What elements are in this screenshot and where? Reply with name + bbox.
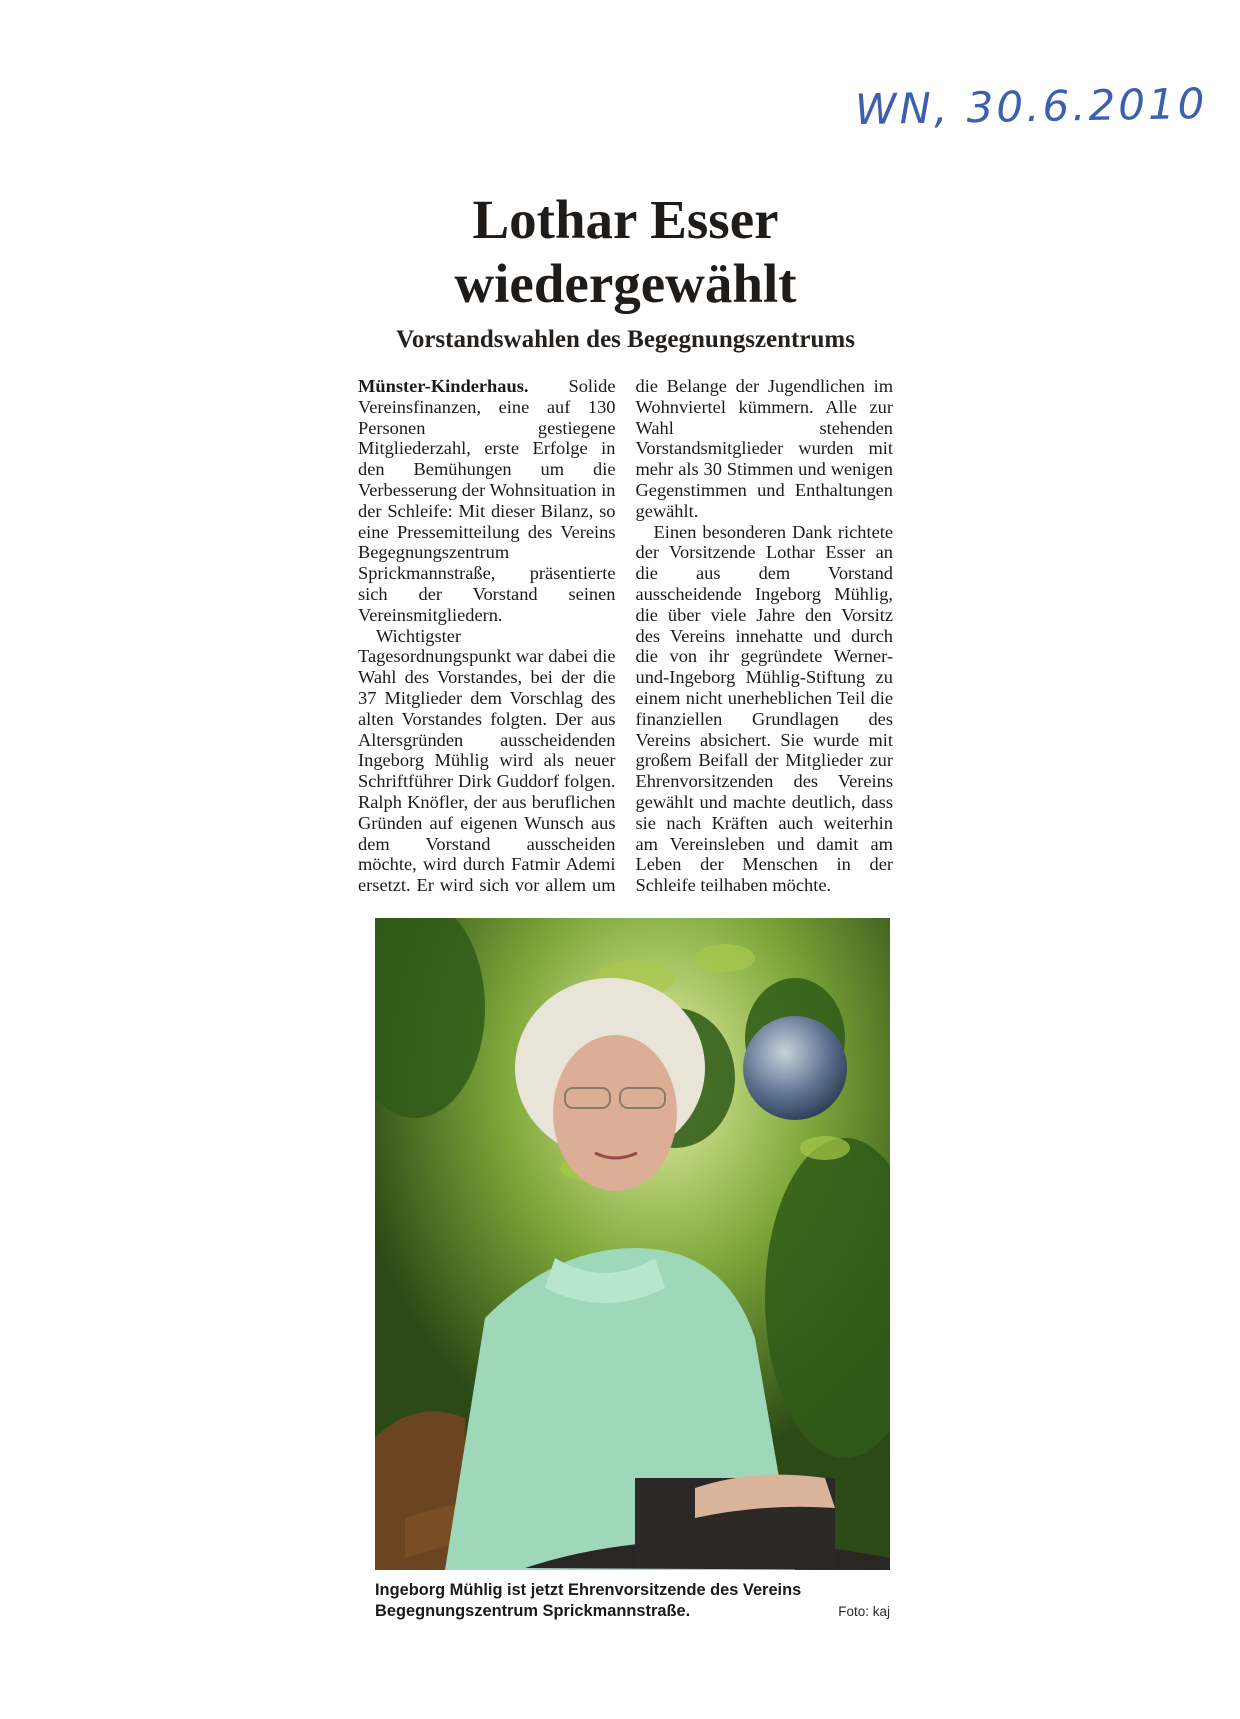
headline: [358, 188, 893, 316]
photo-illustration: [375, 918, 890, 1570]
photo-caption: [375, 1580, 890, 1622]
photo-credit: Foto: kaj: [838, 1604, 890, 1619]
paragraph-2: Wichtigster Tagesordnungspunkt war dabei die Wahl des Vorstandes, bei der die 37 Mitglieder dem Vorschlag des alten Vorstandes folgten. Der aus Altersgründen ausscheidenden Ingeborg Mühlig wird als neuer Schriftführer Dirk Guddorf folgen. Ralph Knöfler, der aus beruflichen Gründen auf eigenen Wunsch aus dem Vorstand ausscheiden möchte, wird durch Fatmir Ademi ersetzt. Er wird sich vor allem um die Belange der Jugendlichen im Wohnviertel kümmern. Alle zur Wahl stehenden Vorstandsmitglieder wurden mit mehr als 30 Stimmen und wenigen Gegenstimmen und Enthaltungen gewählt.: [358, 376, 893, 896]
paragraph-1-text: Solide Vereinsfinanzen, eine auf 130 Personen gestiegene Mitgliederzahl, erste Erfolge in den Bemühungen um die Verbesserung der Wohnsituation in der Schleife: Mit dieser Bilanz, so eine Pressemitteilung des Vereins Begegnungszentrum Sprickmannstraße, präsentierte sich der Vorstand seinen Vereinsmitgliedern.: [358, 376, 616, 625]
subheadline: Vorstandswahlen des Begegnungszentrums: [396, 326, 855, 353]
dateline: Münster-Kinderhaus.: [358, 376, 529, 396]
paragraph-1: [358, 376, 616, 626]
caption-text: Ingeborg Mühlig ist jetzt Ehrenvorsitzende des Vereins Begegnungszentrum Sprickmannstraße.: [375, 1581, 802, 1620]
article-photo: [375, 918, 890, 1570]
article-body: [358, 376, 893, 911]
headline-line-1: Lothar Esser: [472, 189, 779, 250]
paragraph-3: Einen besonderen Dank richtete der Vorsitzende Lothar Esser an die aus dem Vorstand ausscheidende Ingeborg Mühlig, die über viele Jahre den Vorsitz des Vereins innehatte und durch die von ihr gegründete Werner-und-Ingeborg Mühlig-Stiftung zu einem nicht unerheblichen Teil die finanziellen Grundlagen des Vereins absichert. Sie wurde mit großem Beifall der Mitglieder zur Ehrenvorsitzenden des Vereins gewählt und machte deutlich, dass sie nach Kräften auch weiterhin am Vereinsleben und damit am Leben der Menschen in der Schleife teilhaben möchte.: [635, 521, 893, 896]
article-header: [358, 188, 893, 356]
headline-line-2: wiedergewählt: [454, 253, 797, 314]
handwritten-date-note: WN, 30.6.2010: [854, 78, 1208, 135]
